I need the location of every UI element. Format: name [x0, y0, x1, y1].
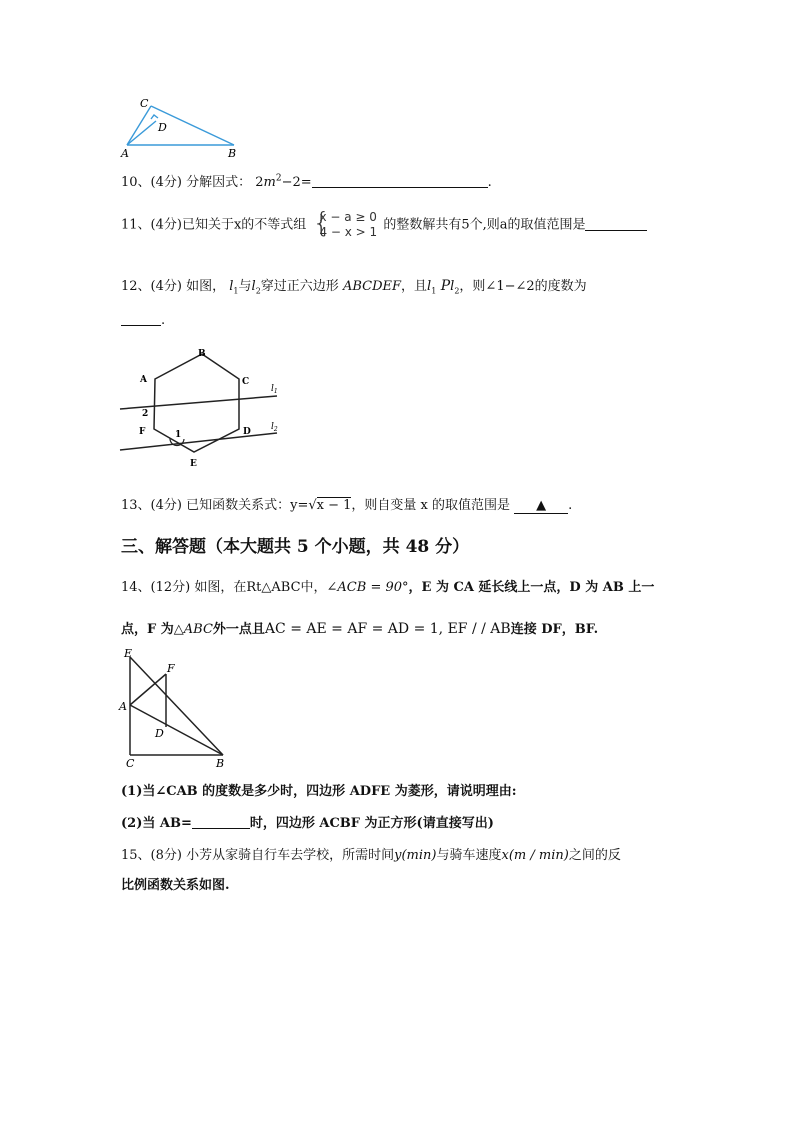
label-C: C	[126, 757, 135, 770]
q12-tail: ，则∠1−∠2的度数为	[459, 279, 587, 294]
label-C: C	[140, 97, 149, 110]
q12-rel-P: P	[436, 278, 451, 294]
q12-mid: 穿过正六边形	[260, 279, 339, 294]
q15-y: y	[394, 848, 402, 863]
answer-blank[interactable]	[121, 313, 161, 326]
label-B: B	[228, 147, 237, 160]
label-F: F	[139, 427, 146, 437]
q13-radicand: x − 1	[316, 498, 352, 513]
q11-suffix: 的整数解共有5个,则a的取值范围是	[383, 217, 586, 233]
inequality-system: { x − a ≥ 0 4 − x > 1	[312, 206, 378, 239]
question-11	[121, 206, 647, 240]
q10-expr: 2	[255, 175, 264, 190]
q15-line1c: 之间的反	[568, 848, 621, 863]
q13-prefix: 13、(4分) 已知函数关系式：	[121, 498, 291, 513]
q15-x: x	[501, 848, 509, 863]
label-l1: $l_1$	[271, 384, 278, 395]
q12-l1: l	[229, 279, 234, 294]
label-C: C	[242, 377, 250, 387]
label-D: D	[155, 727, 164, 740]
q15-line1a: 15、(8分) 小芳从家骑自行车去学校，所需时间	[121, 848, 395, 863]
q12-rel-l1: l	[427, 279, 432, 294]
q14-line2b: 外一点且	[212, 622, 265, 637]
q14-part2a: (2)当 AB=	[121, 816, 192, 831]
question-14-line2	[121, 618, 598, 637]
q13-expr: y=	[290, 498, 309, 513]
inequality-2: 4 − x > 1	[319, 225, 378, 239]
q14-angle: ∠ACB = 90°	[326, 580, 409, 595]
q12-rel-sub2: 2	[454, 286, 460, 296]
q13-end: .	[568, 498, 573, 513]
label-angle-2: 2	[142, 409, 149, 419]
q12-and: 与	[238, 279, 252, 294]
q14-line1c: ，E 为 CA 延长线上一点，D 为 AB 上一	[408, 580, 655, 595]
triangle-marker-icon: ▲	[536, 498, 547, 513]
inequality-1: x − a ≥ 0	[319, 210, 377, 224]
question-12	[121, 275, 587, 296]
question-12-answer	[121, 313, 165, 328]
label-E: E	[190, 459, 197, 469]
q14-part2b: 时，四边形 ACBF 为正方形(请直接写出)	[249, 816, 494, 831]
question-10	[121, 171, 492, 190]
answer-blank[interactable]	[514, 498, 568, 514]
answer-blank[interactable]	[192, 816, 250, 829]
q12-hexagon-name: ABCDEF	[342, 279, 401, 294]
q15-line1b: 与骑车速度	[436, 848, 502, 863]
triangle-figure	[118, 94, 248, 164]
q14-line1b: 中，	[300, 580, 327, 595]
section-3-title: 三、解答题（本大题共 5 个小题，共 48 分）	[121, 537, 470, 557]
label-E: E	[124, 647, 133, 660]
question-14-part2	[121, 812, 494, 831]
hexagon-figure	[112, 342, 292, 472]
quadrilateral-figure	[115, 645, 235, 770]
q12-end: .	[161, 313, 166, 328]
label-A: A	[140, 375, 147, 385]
label-l2: $l_2$	[271, 422, 278, 433]
question-13	[121, 494, 572, 514]
answer-blank[interactable]	[585, 218, 647, 231]
question-14-line1	[121, 576, 654, 595]
label-A: A	[119, 700, 127, 713]
q13-suffix: ，则自变量 x 的取值范围是	[351, 498, 511, 513]
answer-blank[interactable]	[312, 175, 488, 188]
q14-line2a: 点，F 为	[121, 622, 174, 637]
q15-unit1: (min)	[401, 848, 437, 863]
q10-expr-m: m	[263, 175, 276, 190]
sqrt-symbol: √	[308, 498, 317, 513]
question-15-line1	[121, 844, 621, 863]
q10-expr-b: −2=	[281, 175, 312, 190]
q11-prefix: 11、(4分)已知关于x的不等式组	[121, 217, 307, 233]
label-D: D	[243, 427, 251, 437]
q10-suffix: .	[487, 175, 492, 190]
label-B: B	[216, 757, 225, 770]
question-14-part1: (1)当∠CAB 的度数是多少时，四边形 ADFE 为菱形，请说明理由:	[121, 784, 517, 799]
label-D: D	[158, 121, 167, 134]
q12-sub1: 1	[233, 286, 239, 296]
label-angle-1: 1	[175, 430, 182, 440]
q12-rel-l2: l	[450, 279, 455, 294]
label-F: F	[167, 662, 175, 675]
q12-sub2: 2	[255, 286, 261, 296]
q12-l2: l	[251, 279, 256, 294]
q10-prefix: 10、(4分) 分解因式：	[121, 175, 252, 190]
q14-line2c: 连接 DF，BF.	[510, 622, 599, 637]
q14-tri: △ABC	[173, 622, 213, 637]
q14-line1a: 14、(12分) 如图，在	[121, 580, 247, 595]
q14-rt: Rt△ABC	[246, 580, 301, 595]
q12-mid2: ，且	[401, 279, 428, 294]
q12-rel-sub1: 1	[431, 286, 437, 296]
q12-prefix: 12、(4分) 如图，	[121, 279, 226, 294]
q10-expr-sup: 2	[275, 173, 282, 184]
q15-unit2: (m / min)	[508, 848, 569, 863]
question-15-line2: 比例函数关系如图.	[121, 878, 230, 893]
label-B: B	[198, 349, 206, 359]
label-A: A	[121, 147, 129, 160]
q14-cond: AC = AE = AF = AD = 1, EF / / AB	[264, 621, 511, 637]
